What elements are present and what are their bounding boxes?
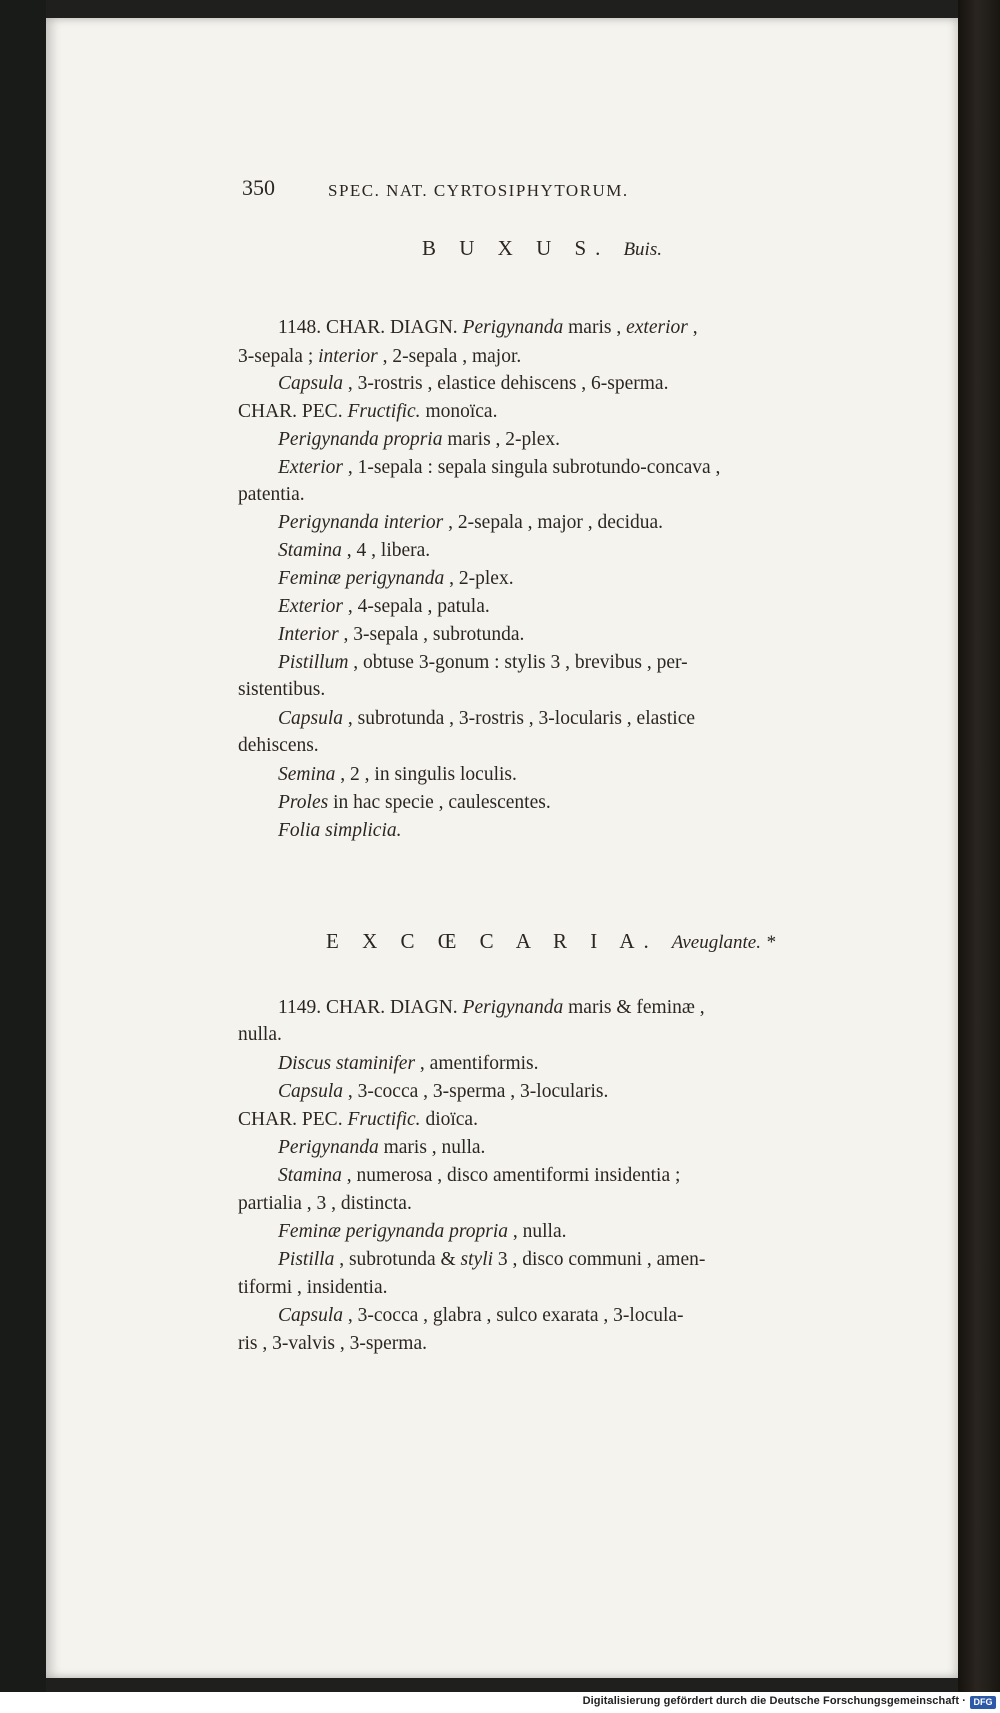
text-line: [278, 1164, 680, 1188]
text-segment: , 2-plex.: [444, 568, 514, 589]
text-segment: maris ,: [563, 317, 627, 338]
text-segment: CHAR. PEC.: [238, 401, 348, 422]
text-line: [278, 1304, 684, 1328]
italic-term: Perigynanda: [278, 1137, 379, 1158]
scan-right-edge: [958, 0, 1000, 1713]
text-segment: , obtuse 3-gonum : stylis 3 , brevibus , per-: [348, 652, 688, 673]
italic-term: Feminæ perigynanda propria: [278, 1221, 509, 1242]
text-line: [238, 734, 319, 758]
italic-term: Folia simplicia.: [278, 820, 402, 841]
text-segment: , subrotunda , 3-rostris , 3-locularis , elastice: [343, 708, 696, 729]
text-line: [238, 1023, 282, 1047]
text-line: [238, 1332, 427, 1356]
text-segment: tiformi , insidentia.: [238, 1277, 388, 1298]
text-segment: sistentibus.: [238, 679, 326, 700]
text-segment: CHAR. PEC.: [238, 1109, 348, 1130]
text-segment: , 3-cocca , 3-sperma , 3-locularis.: [343, 1081, 609, 1102]
text-segment: , 3-sepala , subrotunda.: [338, 624, 525, 645]
italic-term: Fructific.: [347, 1109, 421, 1130]
page-number: 350: [242, 175, 275, 200]
footer-credit: Digitalisierung gefördert durch die Deutsche Forschungsgemeinschaft ·: [582, 1695, 966, 1707]
text-segment: dehiscens.: [238, 735, 319, 756]
text-line: [238, 345, 521, 369]
text-line: [278, 819, 402, 843]
text-line: [238, 1108, 478, 1132]
text-segment: , 3-rostris , elastice dehiscens , 6-sperma.: [343, 373, 669, 394]
text-segment: dioïca.: [420, 1109, 478, 1130]
text-segment: monoïca.: [420, 401, 498, 422]
vernacular-name: Buis.: [623, 239, 662, 260]
italic-term: Discus staminifer: [278, 1053, 416, 1074]
text-line: [278, 791, 551, 815]
text-segment: in hac specie , caulescentes.: [328, 792, 551, 813]
text-segment: , subrotunda &: [334, 1249, 461, 1270]
genus-heading-excoecaria: [326, 929, 775, 955]
italic-term: Perigynanda interior: [278, 512, 444, 533]
text-line: [278, 707, 695, 731]
text-segment: , 4-sepala , patula.: [342, 596, 490, 617]
text-segment: partialia , 3 , distincta.: [238, 1193, 412, 1214]
italic-term: Stamina: [278, 540, 342, 561]
text-segment: , amentiformis.: [415, 1053, 539, 1074]
italic-term: Exterior: [278, 457, 343, 478]
text-segment: , 4 , libera.: [341, 540, 431, 561]
italic-term: styli: [460, 1249, 494, 1270]
italic-term: Semina: [278, 764, 336, 785]
genus-name: E X C Œ C A R I A.: [326, 929, 658, 953]
dfg-logo-icon: DFG: [970, 1696, 996, 1709]
text-line: [278, 595, 490, 619]
text-line: [278, 763, 517, 787]
text-line: [278, 996, 705, 1020]
italic-term: Capsula: [278, 708, 344, 729]
genus-name: B U X U S.: [422, 236, 610, 260]
scan-left-border: [0, 0, 46, 1713]
italic-term: Fructific.: [347, 401, 421, 422]
text-line: [278, 1136, 485, 1160]
italic-term: Pistillum: [278, 652, 349, 673]
text-segment: , 2-sepala , major , decidua.: [443, 512, 664, 533]
text-line: [278, 651, 688, 675]
text-line: [278, 567, 514, 591]
italic-term: Proles: [278, 792, 329, 813]
text-line: [238, 1276, 387, 1300]
text-segment: nulla.: [238, 1024, 282, 1045]
text-segment: , 2-sepala , major.: [377, 346, 522, 367]
text-segment: ,: [687, 317, 698, 338]
italic-term: Perigynanda: [462, 317, 564, 338]
text-line: [278, 1080, 608, 1104]
text-line: [278, 623, 524, 647]
text-line: [238, 483, 305, 507]
text-segment: , 2 , in singulis loculis.: [335, 764, 517, 785]
italic-term: exterior: [626, 317, 688, 338]
italic-term: Perigynanda propria: [278, 429, 443, 450]
text-segment: 3 , disco communi , amen-: [493, 1249, 706, 1270]
text-line: [278, 1220, 567, 1244]
text-segment: 1148. CHAR. DIAGN.: [278, 317, 463, 338]
text-segment: ris , 3-valvis , 3-sperma.: [238, 1333, 428, 1354]
footer-bar: [0, 1692, 1000, 1713]
text-line: [278, 1248, 705, 1272]
italic-term: Perigynanda: [462, 997, 564, 1018]
text-segment: patentia.: [238, 484, 305, 505]
italic-term: Stamina: [278, 1165, 342, 1186]
text-segment: , nulla.: [508, 1221, 567, 1242]
genus-heading-buxus: [422, 236, 662, 262]
italic-term: Feminæ perigynanda: [278, 568, 445, 589]
text-line: [278, 428, 560, 452]
italic-term: Pistilla: [278, 1249, 335, 1270]
italic-term: Capsula: [278, 373, 344, 394]
italic-term: Interior: [278, 624, 339, 645]
italic-term: interior: [318, 346, 378, 367]
text-line: [278, 511, 663, 535]
text-line: [278, 372, 668, 396]
italic-term: Capsula: [278, 1305, 344, 1326]
text-segment: maris , nulla.: [378, 1137, 486, 1158]
text-segment: , 3-cocca , glabra , sulco exarata , 3-locula-: [343, 1305, 684, 1326]
text-segment: , numerosa , disco amentiformi insidentia ;: [341, 1165, 681, 1186]
italic-term: Exterior: [278, 596, 343, 617]
text-line: [278, 539, 430, 563]
text-line: [278, 456, 720, 480]
running-title: SPEC. NAT. CYRTOSIPHYTORUM.: [328, 181, 629, 200]
vernacular-name: Aveuglante. *: [671, 932, 776, 953]
text-segment: maris , 2-plex.: [442, 429, 560, 450]
text-line: [238, 1192, 412, 1216]
text-line: [278, 1052, 539, 1076]
text-line: [278, 316, 698, 340]
book-page: [46, 18, 958, 1678]
text-segment: 3-sepala ;: [238, 346, 319, 367]
italic-term: Capsula: [278, 1081, 344, 1102]
text-line: [238, 678, 325, 702]
text-segment: maris & feminæ ,: [563, 997, 705, 1018]
text-segment: , 1-sepala : sepala singula subrotundo-concava ,: [342, 457, 721, 478]
text-line: [238, 400, 497, 424]
text-segment: 1149. CHAR. DIAGN.: [278, 997, 463, 1018]
